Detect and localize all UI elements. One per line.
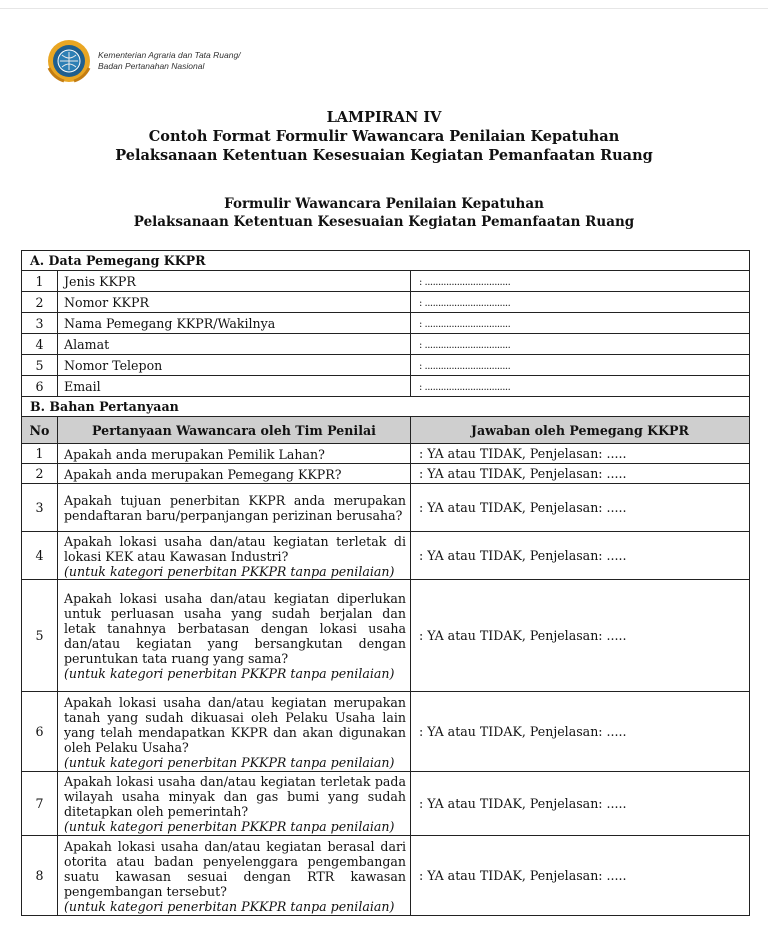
field-value: [411, 355, 750, 376]
question-note: (untuk kategori penerbitan PKKPR tanpa penilaian): [64, 754, 395, 770]
answer-cell[interactable]: : YA atau TIDAK, Penjelasan: .....: [411, 464, 750, 484]
answer-cell[interactable]: : YA atau TIDAK, Penjelasan: .....: [411, 836, 750, 916]
column-header-row: [22, 417, 750, 444]
field-blank[interactable]: : ................................: [419, 360, 511, 372]
field-label: Alamat: [58, 334, 411, 355]
form-heading: [0, 195, 768, 231]
field-blank[interactable]: : ................................: [419, 381, 511, 393]
column-header-question: Pertanyaan Wawancara oleh Tim Penilai: [58, 417, 411, 444]
row-number: 4: [22, 532, 58, 580]
section-a-title: A. Data Pemegang KKPR: [22, 251, 750, 271]
field-label: Nomor Telepon: [58, 355, 411, 376]
field-blank[interactable]: : ................................: [419, 297, 511, 309]
field-label: Jenis KKPR: [58, 271, 411, 292]
form-title-line2: Pelaksanaan Ketentuan Kesesuaian Kegiatan Pemanfaatan Ruang: [133, 214, 635, 230]
row-number: 1: [22, 444, 58, 464]
table-row: [22, 464, 750, 484]
field-value: [411, 313, 750, 334]
question-text: Apakah lokasi usaha dan/atau kegiatan diperlukan untuk perluasan usaha yang sudah berjalan dan letak tanahnya berbatasan dengan lokasi usaha dan/atau kegiatan yang bersangkutan dengan peruntukan tata ruang yang sama?: [64, 591, 406, 666]
column-header-no: No: [22, 417, 58, 444]
answer-cell[interactable]: : YA atau TIDAK, Penjelasan: .....: [411, 580, 750, 692]
row-number: 6: [22, 376, 58, 397]
document-heading: [0, 108, 768, 165]
table-row: [22, 692, 750, 772]
table-row: [22, 376, 750, 397]
title-line2: Pelaksanaan Ketentuan Kesesuaian Kegiatan Pemanfaatan Ruang: [115, 147, 653, 164]
title-line1: Contoh Format Formulir Wawancara Penilaian Kepatuhan: [148, 128, 620, 145]
question-text: Apakah tujuan penerbitan KKPR anda merupakan pendaftaran baru/perpanjangan perizinan berusaha?: [58, 484, 411, 532]
interview-form-table: [21, 250, 750, 916]
table-row: [22, 355, 750, 376]
answer-cell[interactable]: : YA atau TIDAK, Penjelasan: .....: [411, 444, 750, 464]
question-cell: [58, 836, 411, 916]
field-blank[interactable]: : ................................: [419, 276, 511, 288]
row-number: 1: [22, 271, 58, 292]
section-b-title: B. Bahan Pertanyaan: [22, 397, 750, 417]
row-number: 8: [22, 836, 58, 916]
field-blank[interactable]: : ................................: [419, 339, 511, 351]
table-row: [22, 271, 750, 292]
row-number: 4: [22, 334, 58, 355]
top-divider: [0, 8, 768, 9]
table-row: [22, 580, 750, 692]
answer-cell[interactable]: : YA atau TIDAK, Penjelasan: .....: [411, 484, 750, 532]
answer-cell[interactable]: : YA atau TIDAK, Penjelasan: .....: [411, 772, 750, 836]
question-cell: [58, 772, 411, 836]
question-text: Apakah anda merupakan Pemegang KKPR?: [58, 464, 411, 484]
field-label: Nama Pemegang KKPR/Wakilnya: [58, 313, 411, 334]
row-number: 5: [22, 355, 58, 376]
table-row: [22, 532, 750, 580]
question-note: (untuk kategori penerbitan PKKPR tanpa penilaian): [64, 898, 395, 914]
row-number: 2: [22, 464, 58, 484]
field-value: [411, 334, 750, 355]
answer-cell[interactable]: : YA atau TIDAK, Penjelasan: .....: [411, 532, 750, 580]
row-number: 5: [22, 580, 58, 692]
section-a-header-row: [22, 251, 750, 271]
row-number: 3: [22, 313, 58, 334]
question-cell: [58, 532, 411, 580]
row-number: 2: [22, 292, 58, 313]
table-row: [22, 772, 750, 836]
org-line1: Kementerian Agraria dan Tata Ruang/: [98, 50, 241, 60]
ministry-logo-block: [46, 38, 241, 84]
field-value: [411, 292, 750, 313]
lampiran-label: LAMPIRAN IV: [326, 109, 442, 126]
question-note: (untuk kategori penerbitan PKKPR tanpa penilaian): [64, 819, 395, 834]
question-cell: [58, 580, 411, 692]
question-note: (untuk kategori penerbitan PKKPR tanpa penilaian): [64, 563, 395, 579]
row-number: 3: [22, 484, 58, 532]
question-text: Apakah lokasi usaha dan/atau kegiatan terletak di lokasi KEK atau Kawasan Industri?: [64, 533, 406, 564]
question-text: Apakah lokasi usaha dan/atau kegiatan berasal dari otorita atau badan penyelenggara pengembangan suatu kawasan sesuai dengan RTR kawasan pengembangan tersebut?: [64, 838, 406, 899]
question-cell: [58, 692, 411, 772]
table-row: [22, 313, 750, 334]
column-header-answer: Jawaban oleh Pemegang KKPR: [411, 417, 750, 444]
table-row: [22, 444, 750, 464]
ministry-name: [98, 50, 241, 72]
table-row: [22, 334, 750, 355]
question-text: Apakah lokasi usaha dan/atau kegiatan merupakan tanah yang sudah dikuasai oleh Pelaku Usaha lain yang telah mendapatkan KKPR dan akan digunakan oleh Pelaku Usaha?: [64, 694, 406, 755]
table-row: [22, 292, 750, 313]
field-blank[interactable]: : ................................: [419, 318, 511, 330]
field-label: Nomor KKPR: [58, 292, 411, 313]
form-title-line1: Formulir Wawancara Penilaian Kepatuhan: [224, 196, 544, 212]
org-line2: Badan Pertanahan Nasional: [98, 61, 205, 71]
row-number: 7: [22, 772, 58, 836]
question-text: Apakah anda merupakan Pemilik Lahan?: [58, 444, 411, 464]
section-b-header-row: [22, 397, 750, 417]
row-number: 6: [22, 692, 58, 772]
field-value: [411, 376, 750, 397]
table-row: [22, 484, 750, 532]
question-note: (untuk kategori penerbitan PKKPR tanpa penilaian): [64, 666, 395, 681]
table-row: [22, 836, 750, 916]
answer-cell[interactable]: : YA atau TIDAK, Penjelasan: .....: [411, 692, 750, 772]
field-label: Email: [58, 376, 411, 397]
ministry-emblem-icon: [46, 38, 92, 84]
question-text: Apakah lokasi usaha dan/atau kegiatan terletak pada wilayah usaha minyak dan gas bumi yang sudah ditetapkan oleh pemerintah?: [64, 774, 406, 819]
field-value: [411, 271, 750, 292]
